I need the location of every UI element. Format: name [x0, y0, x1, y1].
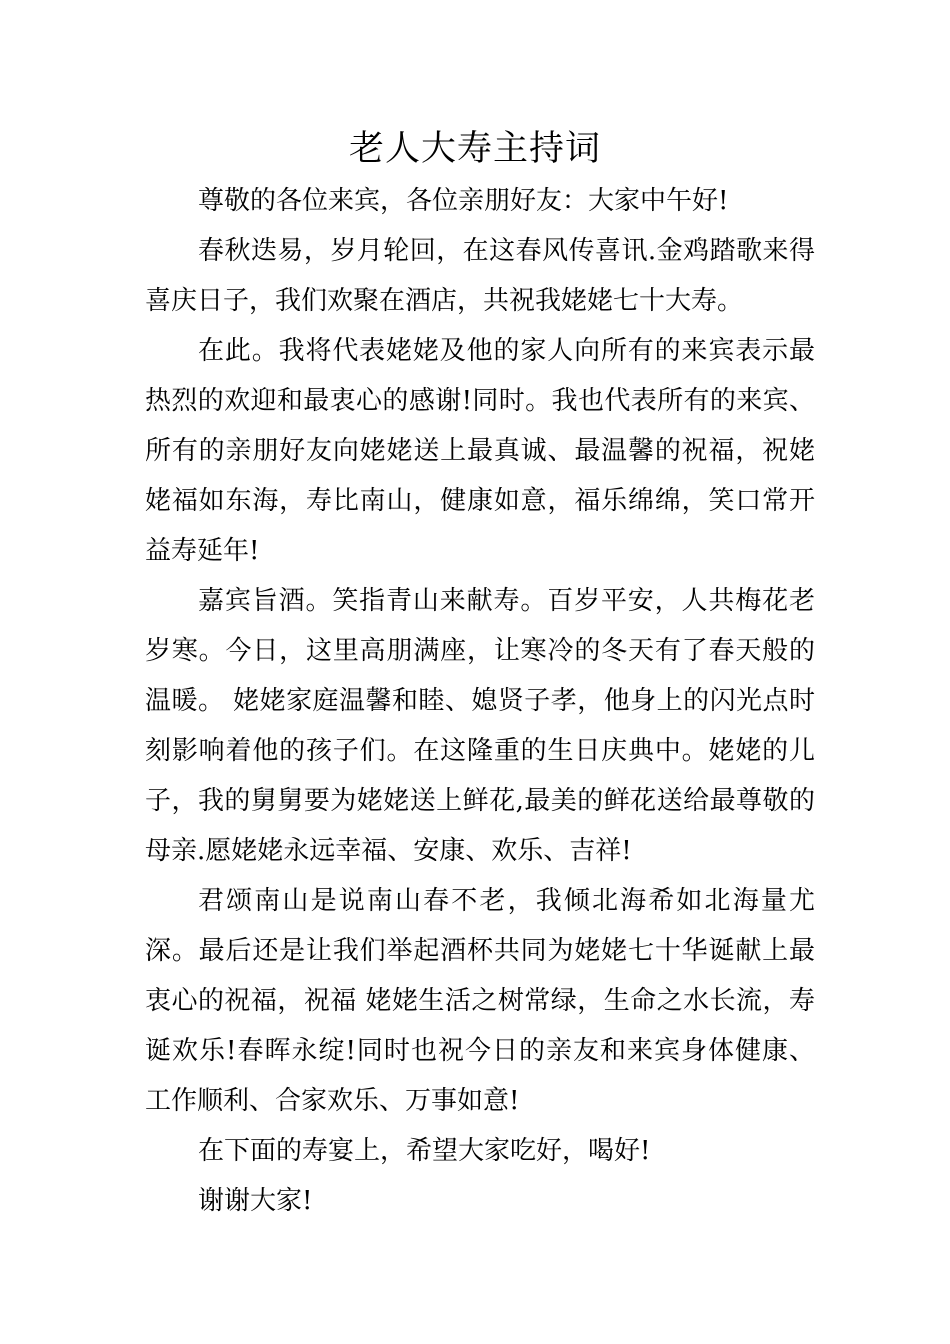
document-title: 老人大寿主持词: [348, 129, 601, 169]
paragraph-welcome: 在此。我将代表姥姥及他的家人向所有的来宾表示最热烈的欢迎和最衷心的感谢!同时。我也代表所有的来宾、所有的亲朋好友向姥姥送上最真诚、最温馨的祝福，祝姥姥福如东海，寿比南山，健康如意，福乐绵绵，笑口常开益寿延年!: [145, 336, 815, 566]
paragraph-greeting: 尊敬的各位来宾，各位亲朋好友：大家中午好!: [198, 186, 729, 216]
paragraph-toast: 君颂南山是说南山春不老，我倾北海希如北海量尤深。最后还是让我们举起酒杯共同为姥姥七十华诞献上最衷心的祝福，祝福 姥姥生活之树常绿，生命之水长流，寿诞欢乐!春晖永绽!同时也祝今日的亲友和来宾身体健康、工作顺利、合家欢乐、万事如意!: [145, 886, 815, 1116]
document-body: [145, 176, 815, 1226]
paragraph-family: 嘉宾旨酒。笑指青山来献寿。百岁平安，人共梅花老岁寒。今日，这里高朋满座，让寒冷的冬天有了春天般的温暖。 姥姥家庭温馨和睦、媳贤子孝，他身上的闪光点时刻影响着他的孩子们。在这隆重的生日庆典中。姥姥的儿子，我的舅舅要为姥姥送上鲜花,最美的鲜花送给最尊敬的母亲.愿姥姥永远幸福、安康、欢乐、吉祥!: [145, 586, 815, 866]
paragraph-thanks: 谢谢大家!: [198, 1186, 313, 1216]
paragraph-occasion: 春秋迭易，岁月轮回，在这春风传喜讯.金鸡踏歌来得喜庆日子，我们欢聚在酒店，共祝我姥姥七十大寿。: [145, 236, 815, 316]
paragraph-banquet: 在下面的寿宴上，希望大家吃好，喝好!: [198, 1136, 651, 1166]
